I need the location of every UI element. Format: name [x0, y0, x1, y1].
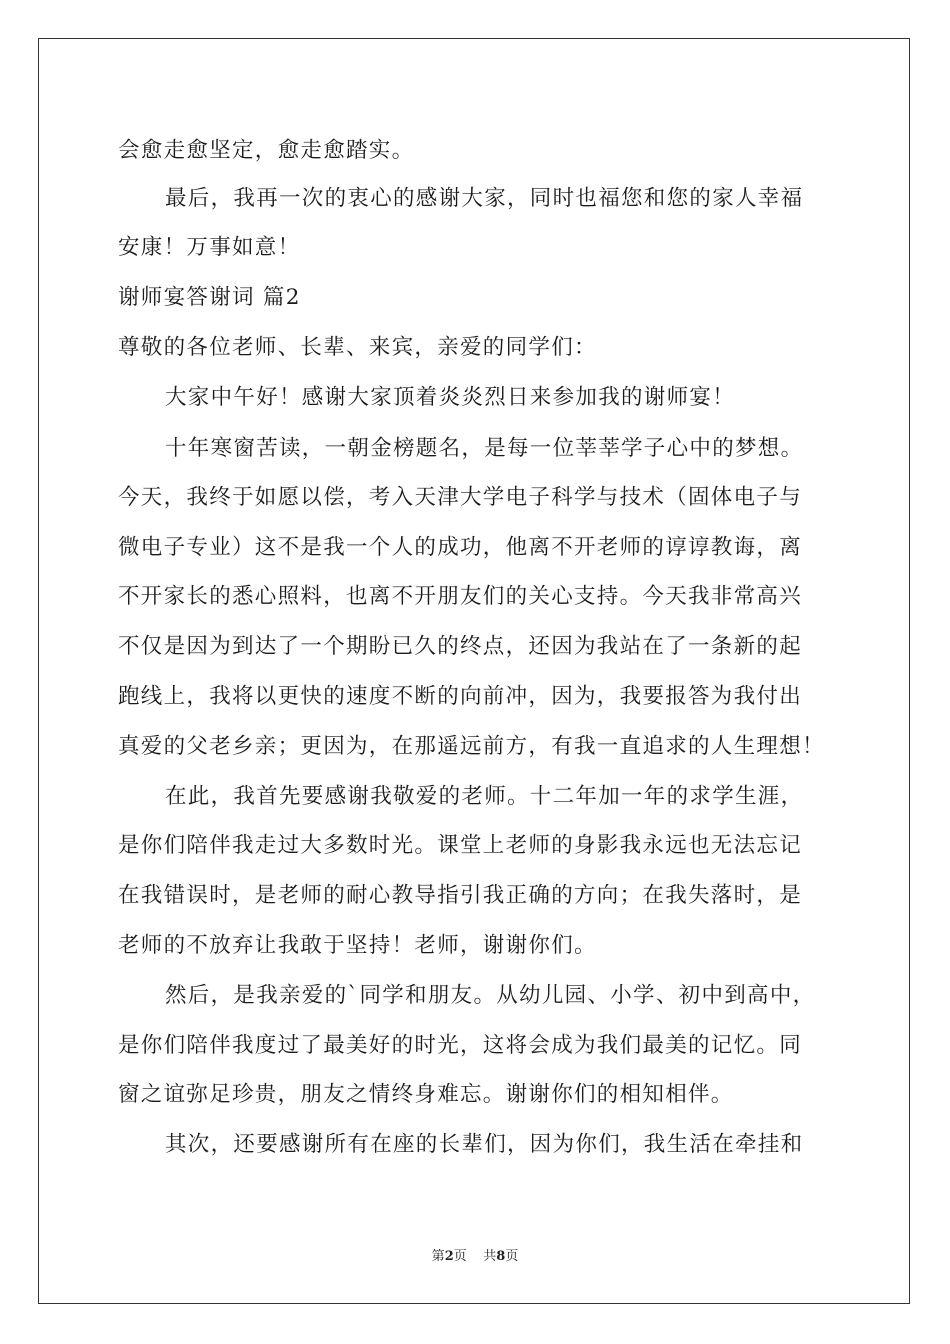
- text-line: 不仅是因为到达了一个期盼已久的终点，还因为我站在了一条新的起: [118, 634, 803, 659]
- section-heading: 谢师宴答谢词 篇2: [118, 285, 301, 310]
- text-line: 今天，我终于如愿以偿，考入天津大学电子科学与技术（固体电子与: [118, 485, 803, 510]
- footer-middle: 页 共: [453, 1249, 497, 1264]
- text-line: 在此，我首先要感谢我敬爱的老师。十二年加一年的求学生涯，: [165, 784, 804, 809]
- text-line: 其次，还要感谢所有在座的长辈们，因为你们，我生活在牵挂和: [165, 1132, 804, 1157]
- text-line: 是你们陪伴我度过了最美好的时光，这将会成为我们最美的记忆。同: [118, 1033, 803, 1058]
- text-line: 在我错误时，是老师的耐心教导指引我正确的方向；在我失落时，是: [118, 883, 803, 908]
- text-line: 是你们陪伴我走过大多数时光。课堂上老师的身影我永远也无法忘记: [118, 833, 803, 858]
- page-border: [38, 38, 910, 1304]
- text-line: 然后，是我亲爱的`同学和朋友。从幼儿园、小学、初中到高中，: [165, 983, 816, 1008]
- text-line: 最后，我再一次的衷心的感谢大家，同时也福您和您的家人幸福: [165, 186, 804, 211]
- text-line: 老师的不放弃让我敢于坚持！老师，谢谢你们。: [118, 933, 597, 958]
- text-line: 安康！万事如意！: [118, 235, 301, 260]
- text-line: 大家中午好！感谢大家顶着炎炎烈日来参加我的谢师宴！: [165, 385, 736, 410]
- total-pages-number: 8: [496, 1249, 506, 1264]
- footer-suffix: 页: [505, 1249, 519, 1264]
- text-line: 会愈走愈坚定，愈走愈踏实。: [118, 138, 415, 163]
- footer-prefix: 第: [431, 1249, 445, 1264]
- text-line: 真爱的父老乡亲；更因为，在那遥远前方，有我一直追求的人生理想！: [118, 734, 825, 759]
- current-page-number: 2: [444, 1249, 454, 1264]
- page-footer: [0, 1245, 950, 1264]
- text-line: 不开家长的悉心照料，也离不开朋友们的关心支持。今天我非常高兴: [118, 584, 803, 609]
- text-line: 十年寒窗苦读，一朝金榜题名，是每一位莘莘学子心中的梦想。: [165, 436, 804, 461]
- text-line: 跑线上，我将以更快的速度不断的向前冲，因为，我要报答为我付出: [118, 684, 803, 709]
- salutation: 尊敬的各位老师、长辈、来宾，亲爱的同学们：: [118, 335, 597, 360]
- text-line: 窗之谊弥足珍贵，朋友之情终身难忘。谢谢你们的相知相伴。: [118, 1082, 734, 1107]
- text-line: 微电子专业）这不是我一个人的成功，他离不开老师的谆谆教诲，离: [118, 535, 803, 560]
